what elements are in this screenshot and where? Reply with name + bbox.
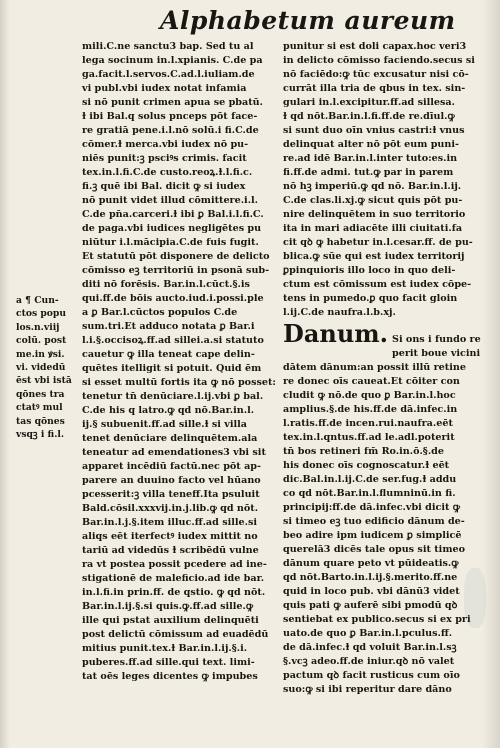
text-line: Bar.in.l.ij.§.si quis.ꝙ.ff.ad sille.ꝙ [82, 601, 254, 612]
text-line: ɫ ibi Bal.q solus pnceps pōt face- [82, 111, 258, 122]
text-line: nō punit videt illud cōmittere.i.l. [82, 195, 259, 206]
text-line: qōnes tra [16, 388, 65, 400]
danum-first-lines [392, 333, 481, 361]
text-line: me.in ꝟsi. [16, 348, 65, 360]
text-line: C.de clas.li.xj.ꝙ sicut quis pōt pu- [283, 195, 463, 206]
text-line: colū. post [16, 335, 67, 347]
text-line: C.de his q latro.ꝙ qd nō.Bar.in.l. [82, 405, 255, 416]
text-line: qd nōt.Barto.in.l.ij.§.merito.ff.ne [283, 572, 458, 583]
text-line: vi publ.vbi iudex notat infamia [82, 83, 247, 94]
page-fold-shadow [0, 0, 10, 748]
text-line: cit qꝺ ꝙ habetur in.l.cesar.ff. de pu- [283, 237, 473, 248]
text-line: re.ad idē Bar.in.l.inter tuto:es.in [283, 153, 458, 164]
text-line: amplius.§.de his.ff.de dā.infec.in [283, 404, 458, 415]
text-line: ij.§ subuenit.ff.ad sille.ɫ si villa [82, 419, 247, 430]
text-line: apparet incēdiū factū.nec pōt ap- [82, 461, 261, 472]
text-line: nire delinquētem in suo territorio [283, 209, 466, 220]
text-line: si esset multū fortis ita ꝙ nō posset: [82, 377, 276, 388]
text-line: post delictū cōmissum ad euadēdū [82, 629, 269, 640]
text-line: Et statutū pōt disponere de delicto [82, 251, 270, 262]
text-line: l.ratis.ff.de incen.rui.naufra.eēt [283, 418, 453, 429]
text-line: his donec oīs cognoscatur.ɫ eēt [283, 460, 450, 471]
text-line: pcesserit:ꝫ villa teneff.Ita psuluit [82, 489, 260, 500]
text-line: tat oēs leges dicentes ꝙ impubes [82, 671, 258, 682]
text-line: de paga.vbi iudices negligētes pu [82, 223, 262, 234]
danum-heading-line [283, 319, 481, 361]
text-line: l.ij.C.de naufra.l.b.xj. [283, 307, 396, 318]
text-line: dātem dānum:an possit illū retine [283, 362, 466, 373]
text-line: ctum est cōmissum est iudex cōpe- [283, 279, 472, 290]
text-line: Bald.cōsil.xxxvij.in.j.lib.ꝙ qd nōt. [82, 503, 259, 514]
text-line: si sunt duo oīn vnius castri:ɫ vnus [283, 125, 465, 136]
text-line: in.l.fi.in prin.ff. de qstio. ꝙ qd nōt. [82, 587, 266, 598]
text-line: ɫ qd nōt.Bar.in.l.fi.ff.de re.dīul.ꝙ [283, 111, 455, 122]
text-line: qui.ff.de bōis aucto.iud.i.possi.ple [82, 293, 264, 304]
running-header: Alphabetum aureum [160, 6, 456, 35]
text-line: los.n.viij [16, 321, 60, 333]
text-line: tex.in.l.fi.C.de custo.reoꝝ.ɫ.l.fi.c. [82, 167, 253, 178]
right-column-bottom-block [283, 361, 475, 697]
text-line: aliqs eēt iterfectꝰ iudex mittit no [82, 531, 258, 542]
text-line: re donec oīs caueat.Et cōiter con [283, 376, 460, 387]
text-line: tens in pumedo.ꝑ quo facit gloin [283, 293, 458, 304]
page-edge-shadow [482, 0, 500, 748]
text-line: uato.de quo ꝑ Bar.in.l.pculus.ff. [283, 628, 453, 639]
text-line: pactum qꝺ facit rusticus cum oīo [283, 670, 460, 681]
text-line: quis pati ꝙ auferē sibi pmodū qꝺ [283, 600, 458, 611]
text-line: C.de pn̄a.carceri.ɫ ibi ꝑ Bal.i.l.fi.C. [82, 209, 264, 220]
text-line: vi. videdū [16, 362, 66, 374]
text-line: ita in mari adiacēte illi ciuitati.fa [283, 223, 463, 234]
section-heading-danum: Danum. [283, 319, 389, 348]
text-line: co qd nōt.Bar.in.l.flumninū.in fi. [283, 488, 456, 499]
text-line: de dā.infec.ɫ qd voluit Bar.in.l.sꝫ [283, 642, 457, 653]
text-line: diti nō forēsis. Bar.in.l.cūct.§.is [82, 279, 250, 290]
text-line: ctatꝰ mul [16, 402, 63, 414]
text-line: stigationē de maleficio.ad ide bar. [82, 573, 265, 584]
text-line: Bar.in.l.j.§.item illuc.ff.ad sille.si [82, 517, 258, 528]
right-column-top-block [283, 40, 475, 320]
text-line: cōmisso eꝫ territoriū in psonā sub- [82, 265, 270, 276]
text-line: mili.C.ne sanctu3 bap. Sed tu al [82, 41, 254, 52]
text-line: a ꝑ Bar.l.cūctos populos C.de [82, 307, 238, 318]
text-line: beo adire ipm iudicem ꝑ simplicē [283, 530, 462, 541]
text-line: dic.Bal.in.l.ij.C.de ser.fug.ɫ addu [283, 474, 457, 485]
text-line: lega socinum in.l.xpianis. C.de pa [82, 55, 263, 66]
text-line: blica.ꝙ sūe qui est iudex territorij [283, 251, 465, 262]
text-line: tenet denūciare delinquētem.ala [82, 433, 258, 444]
text-line: ille qui pstat auxilium delinquēti [82, 615, 259, 626]
text-line: tn̄ bos retineri fm̄ Ro.in.ō.§.de [283, 446, 444, 457]
text-line: si timeo eꝫ tuo edificio dānum de- [283, 516, 465, 527]
text-line: ēst vbi istā [16, 375, 72, 387]
text-line: niūtur i.l.mācipia.C.de fuis fugit. [82, 237, 259, 248]
text-line: re gratiā pene.i.l.nō solū.i fi.C.de [82, 125, 259, 136]
text-line: ga.facit.l.servos.C.ad.l.iuliam.de [82, 69, 255, 80]
text-line: quētes itelligit si potuit. Quid ēm [82, 363, 262, 374]
text-line: fi.ꝫ quē ibi Bal. dicit ꝙ si iudex [82, 181, 246, 192]
text-line: querelā3 dicēs tale opus sit timeo [283, 544, 465, 555]
text-line: a ¶ Cun- [16, 295, 59, 306]
text-line: sentiebat ex publico.secus si ex pri [283, 614, 471, 625]
text-line: delinquat alter nō pōt eum puni- [283, 139, 459, 150]
text-line: l.i.§.occisoꝝ.ff.ad sillei.a.si statuto [82, 335, 264, 346]
text-line: cauetur ꝙ illa teneat cape delin- [82, 349, 255, 360]
text-line: niēs punit:ꝫ psciꝰs crimis. facit [82, 153, 247, 164]
text-line: punitur si est doli capax.hoc veri3 [283, 41, 467, 52]
text-line: tex.in.l.qntus.ff.ad le.adl.poterit [283, 432, 455, 443]
text-line: tenetur tn̄ denūciare.l.ij.vbi ꝑ bal. [82, 391, 264, 402]
text-line: fi.ff.de admi. tut.ꝙ par in parem [283, 167, 454, 178]
text-line: nō hꝫ imperiū.ꝙ qd nō. Bar.in.l.ij. [283, 181, 462, 192]
text-line: teneatur ad emendationes3 vbi sit [82, 447, 266, 458]
text-line: ctos popu [16, 308, 66, 320]
text-line: mitius punit.tex.ɫ Bar.in.l.ij.§.i. [82, 643, 248, 654]
text-line: quid in loco pub. vbi dānū3 videt [283, 586, 460, 597]
text-line: si nō punit crimen apua se pbatū. [82, 97, 263, 108]
text-line: gulari in.l.excipitur.ff.ad sillesa. [283, 97, 455, 108]
right-text-column [283, 40, 481, 695]
text-line: in delicto cōmisso faciendo.secus si [283, 55, 475, 66]
text-line: §.vcꝫ adeo.ff.de iniur.qꝺ nō valet [283, 656, 455, 667]
text-line: currāt illa tria de qbus in tex. sin- [283, 83, 466, 94]
text-line: sum.tri.Et adduco notata ꝑ Bar.i [82, 321, 255, 332]
text-line: cōmer.ɫ merca.vbi iudex nō pu- [82, 139, 249, 150]
text-line: dānum quare peto vt pūideatis.ꝙ [283, 558, 459, 569]
margin-note [16, 294, 78, 441]
text-line: tas qōnes [16, 415, 65, 427]
text-line: suo:ꝙ si ibi reperitur dare dāno [283, 684, 452, 695]
text-line: cludit ꝙ nō.de quo ꝑ Bar.in.l.hoc [283, 390, 456, 401]
text-line: tariū ad videdūs ɫ scribēdū vulne [82, 545, 259, 556]
left-text-column [82, 40, 276, 715]
text-line: nō faciēdo:ꝙ tūc excusatur nisi cō- [283, 69, 469, 80]
text-line: Si ons i fundo re [392, 334, 481, 345]
text-line: perit boue vicini [392, 348, 481, 359]
text-line: parere an duuino facto vel hūano [82, 475, 261, 486]
text-line: puberes.ff.ad sille.qui text. limi- [82, 657, 255, 668]
text-line: vsqꝫ i fi.l. [16, 429, 65, 441]
text-line: principij:ff.de dā.infec.vbi dicit ꝙ [283, 502, 460, 513]
text-line: ꝑpinquioris illo loco in quo deli- [283, 265, 456, 276]
text-line: ra vt postea possit pcedere ad ine- [82, 559, 267, 570]
